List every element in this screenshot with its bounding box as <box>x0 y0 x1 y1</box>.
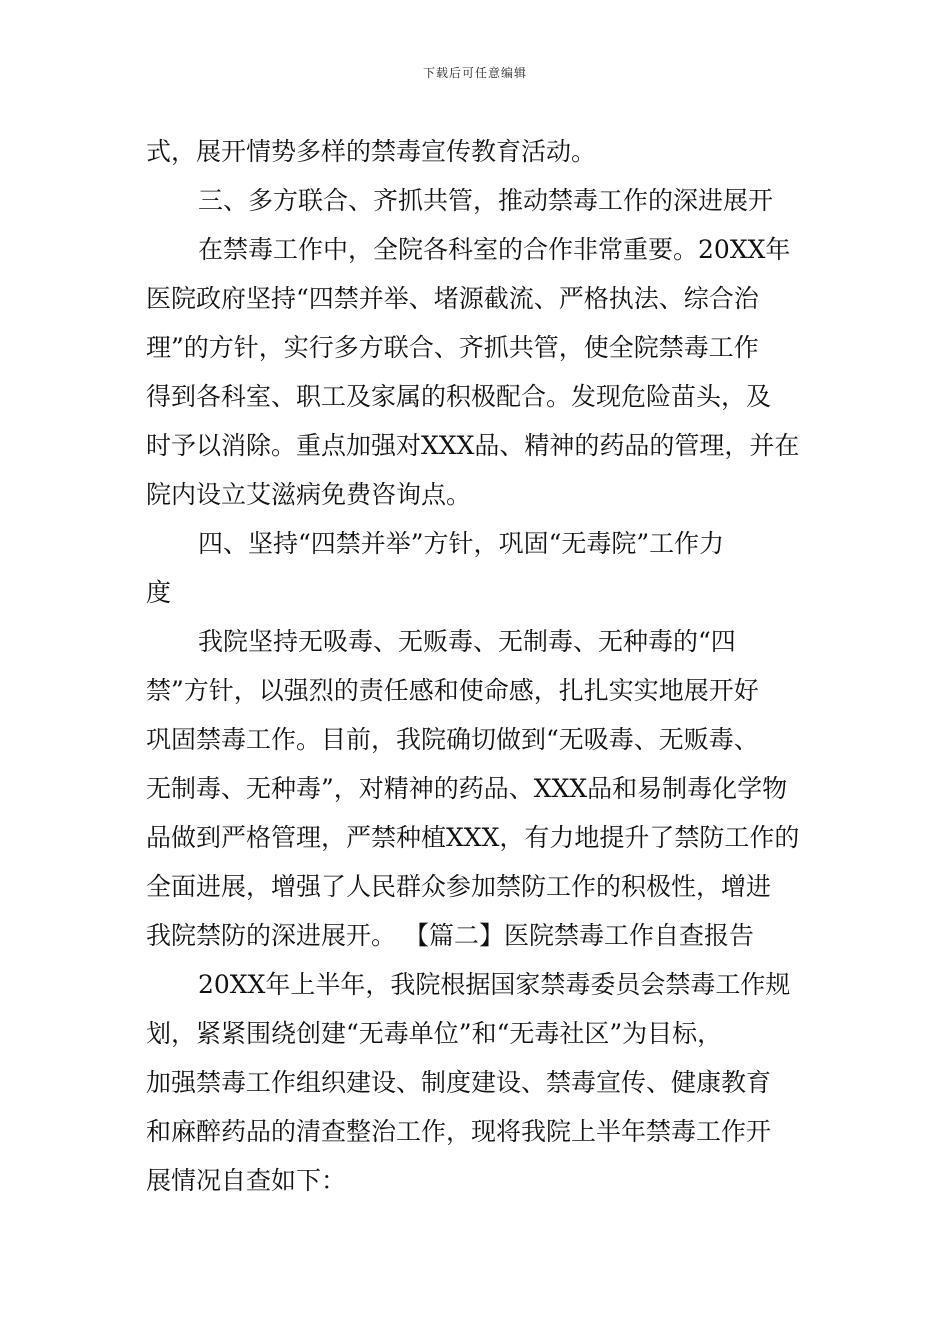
body-line: 院内设立艾滋病免费咨询点。 <box>146 480 472 509</box>
body-line: 20XX年上半年，我院根据国家禁毒委员会禁毒工作规 <box>198 970 791 999</box>
body-line: 得到各科室、职工及家属的积极配合。发现危险苗头，及 <box>146 382 772 411</box>
body-line: 无制毒、无种毒”，对精神的药品、XXX品和易制毒化学物 <box>146 774 788 803</box>
body-line: 巩固禁毒工作。目前，我院确切做到“无吸毒、无贩毒、 <box>146 725 759 754</box>
document-body <box>146 127 808 1205</box>
body-line: 时予以消除。重点加强对XXX品、精神的药品的管理，并在 <box>146 431 800 460</box>
section-heading: 四、坚持“四禁并举”方针，巩固“无毒院”工作力 <box>198 529 725 558</box>
section-heading-continued: 度 <box>146 578 172 607</box>
body-line: 医院政府坚持“四禁并举、堵源截流、严格执法、综合治 <box>146 284 759 313</box>
body-line: 我院坚持无吸毒、无贩毒、无制毒、无种毒的“四 <box>198 627 736 656</box>
section-heading: 三、多方联合、齐抓共管，推动禁毒工作的深进展开 <box>198 186 774 215</box>
body-line: 全面进展，增强了人民群众参加禁防工作的积极性，增进 <box>146 872 772 901</box>
body-line: 禁”方针，以强烈的责任感和使命感，扎扎实实地展开好 <box>146 676 759 705</box>
body-line: 和麻醉药品的清查整治工作，现将我院上半年禁毒工作开 <box>146 1117 772 1146</box>
body-line: 式，展开情势多样的禁毒宣传教育活动。 <box>146 137 597 166</box>
body-line: 划，紧紧围绕创建“无毒单位”和“无毒社区”为目标， <box>146 1019 723 1048</box>
body-line: 我院禁防的深进展开。 【篇二】医院禁毒工作自查报告 <box>146 921 754 950</box>
page-header-note: 下载后可任意编辑 <box>422 66 527 80</box>
body-line: 加强禁毒工作组织建设、制度建设、禁毒宣传、健康教育 <box>146 1068 772 1097</box>
body-line: 在禁毒工作中，全院各科室的合作非常重要。20XX年 <box>198 235 791 264</box>
body-line: 理”的方针，实行多方联合、齐抓共管，使全院禁毒工作 <box>146 333 759 362</box>
body-line: 品做到严格管理，严禁种植XXX，有力地提升了禁防工作的 <box>146 823 800 852</box>
body-line: 展情况自查如下： <box>146 1166 347 1195</box>
